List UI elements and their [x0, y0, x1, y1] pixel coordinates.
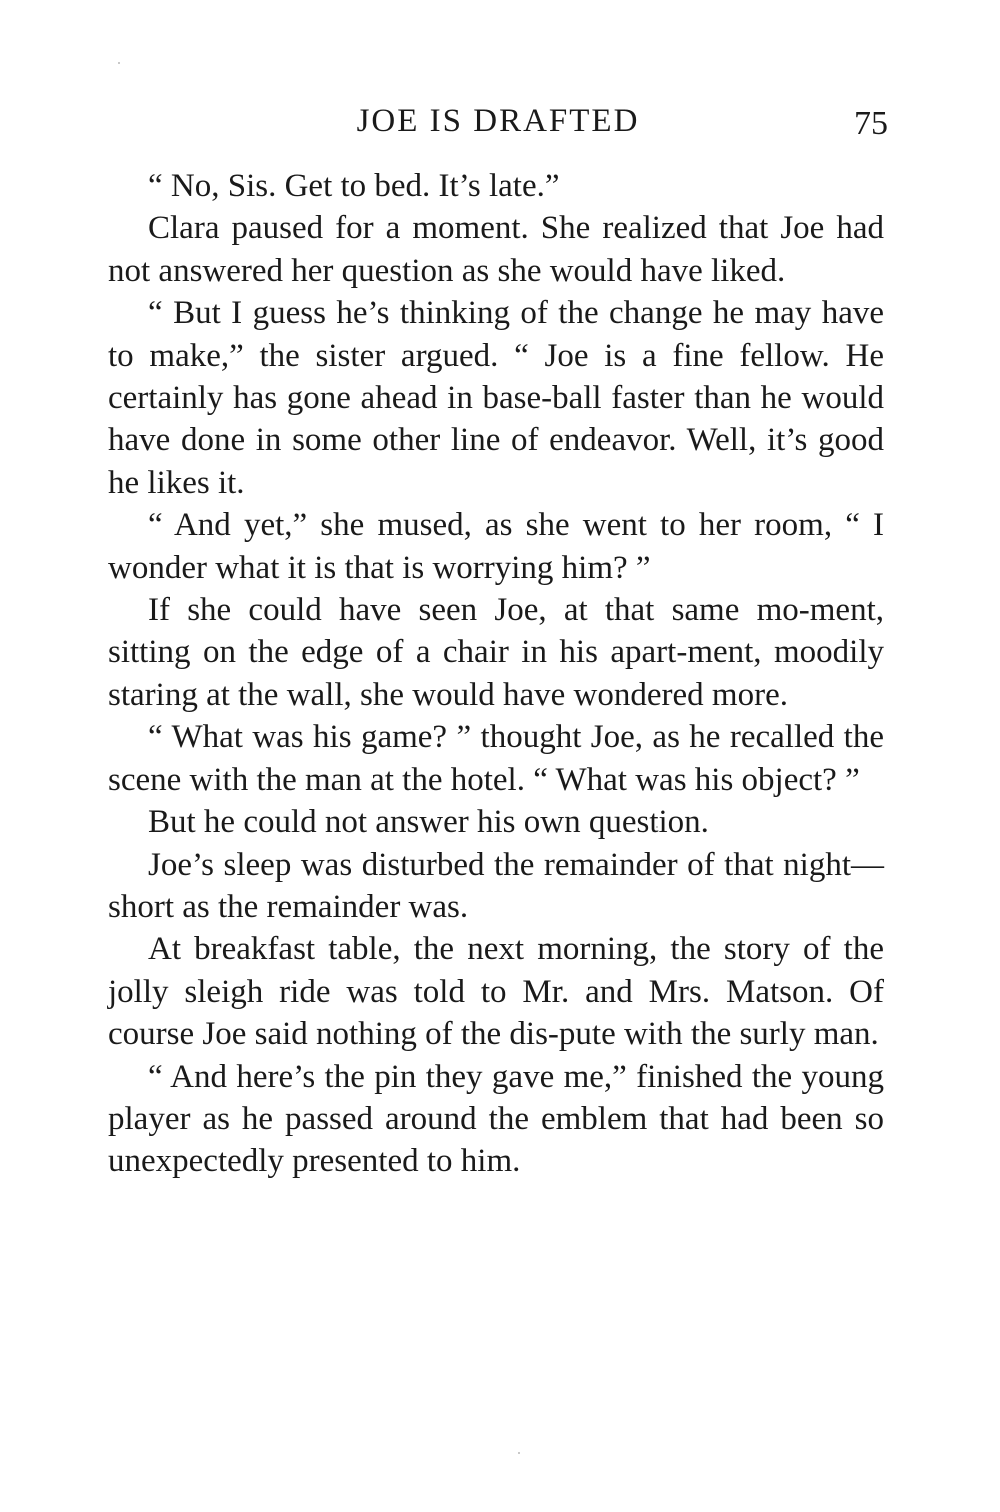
paragraph: “ And here’s the pin they gave me,” finished the young player as he passed around the emblem that had been so unexpectedly presented to him.: [108, 1058, 884, 1180]
paragraph: If she could have seen Joe, at that same mo-ment, sitting on the edge of a chair in his apart-ment, moodily staring at the wall, she would have wondered more.: [108, 592, 884, 713]
paper-speck: [518, 1452, 520, 1454]
paragraph: Clara paused for a moment. She realized that Joe had not answered her question as she would have liked.: [108, 210, 884, 289]
paragraph: “ And yet,” she mused, as she went to her room, “ I wonder what it is that is worrying him? ”: [108, 507, 884, 586]
paragraph: “ What was his game? ” thought Joe, as he recalled the scene with the man at the hotel. “ What was his object? ”: [108, 719, 884, 798]
running-title: JOE IS DRAFTED: [356, 103, 640, 139]
paper-speck: [118, 62, 120, 64]
running-head: [108, 99, 888, 143]
paragraph: Joe’s sleep was disturbed the remainder of that night—short as the remainder was.: [108, 846, 884, 925]
paragraph: “ No, Sis. Get to bed. It’s late.”: [148, 168, 560, 204]
body-text: [108, 165, 884, 1183]
paragraph: But he could not answer his own question.: [148, 804, 709, 841]
page-number: 75: [854, 105, 888, 142]
paragraph: At breakfast table, the next morning, the story of the jolly sleigh ride was told to Mr. and Mrs. Matson. Of course Joe said nothing of the dis-pute with the surly man.: [108, 931, 884, 1053]
paragraph: “ But I guess he’s thinking of the change he may have to make,” the sister argued. “ Joe is a fine fellow. He certainly has gone ahead in base-ball faster than he would have done in some other line of endeavor. Well, it’s good he likes it.: [108, 295, 884, 501]
